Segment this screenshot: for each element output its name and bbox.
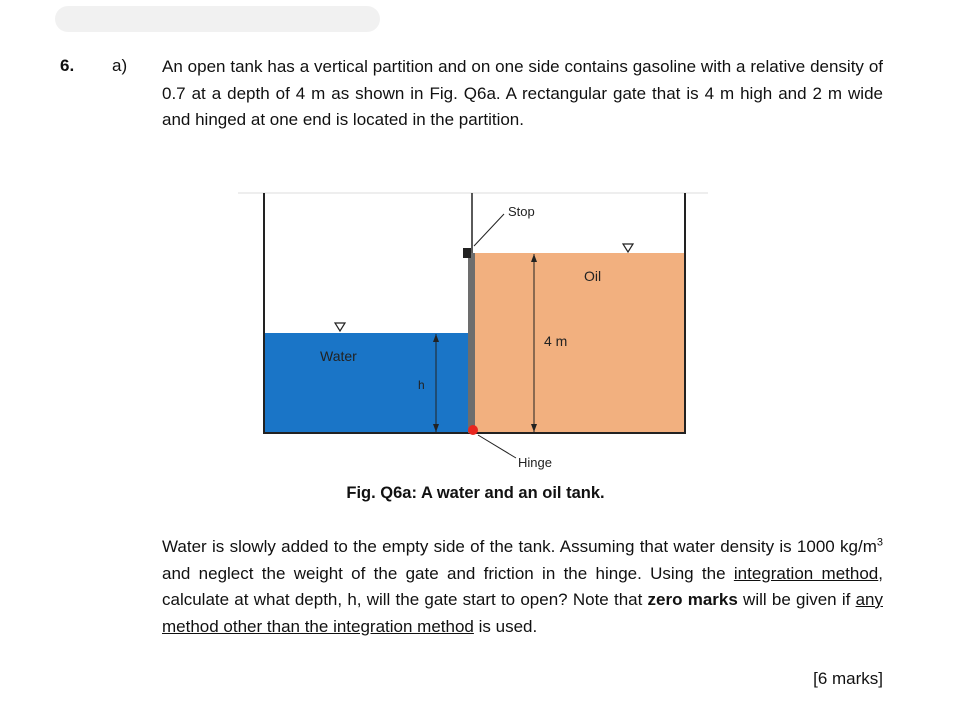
question-part: a) <box>112 56 128 75</box>
hinge-label: Hinge <box>518 455 552 470</box>
other-method-underlined: any method other than the integration method <box>162 590 883 636</box>
water-surface-marker <box>335 323 345 331</box>
body-s1: Water is slowly added to the empty side of the tank. Assuming that water density is 1000 kg/m <box>162 537 877 556</box>
stop-block <box>463 248 471 258</box>
body-s8: is used. <box>473 616 538 636</box>
water-label: Water <box>320 348 357 364</box>
body-superscript: 3 <box>876 536 883 549</box>
oil-region <box>474 253 684 433</box>
water-region <box>264 333 468 433</box>
stop-leader <box>474 214 504 246</box>
integration-method-underlined: integration method <box>733 563 879 583</box>
depth-label: 4 m <box>544 333 568 349</box>
body-s4: , calculate at what depth, h, will the gate start to open? Note that <box>162 563 883 609</box>
body-s6: will be given if <box>737 590 856 609</box>
gate <box>468 253 475 433</box>
marks-label: [6 marks] <box>813 669 883 688</box>
figure-caption <box>0 484 953 503</box>
body-text <box>162 534 883 640</box>
oil-label: Oil <box>584 268 602 284</box>
body-s2: and neglect the weight of the gate and friction in the hinge. Using the <box>162 563 734 583</box>
oil-surface-marker <box>623 244 633 252</box>
stop-label: Stop <box>508 204 535 219</box>
zero-marks-bold: zero marks <box>647 590 738 609</box>
h-label: h <box>418 378 425 392</box>
caption-text: Fig. Q6a: A water and an oil tank. <box>346 484 605 502</box>
question-number: 6. <box>60 56 75 75</box>
question-body <box>162 534 883 640</box>
hinge-leader <box>478 435 516 458</box>
hinge-point <box>468 425 478 435</box>
intro-text: An open tank has a vertical partition and on one side contains gasoline with a relative density of 0.7 at a depth of 4 m as shown in Fig. Q6a. A rectangular gate that is 4 m high and 2 m wide and hinged at one end is located in the partition. <box>162 57 883 129</box>
